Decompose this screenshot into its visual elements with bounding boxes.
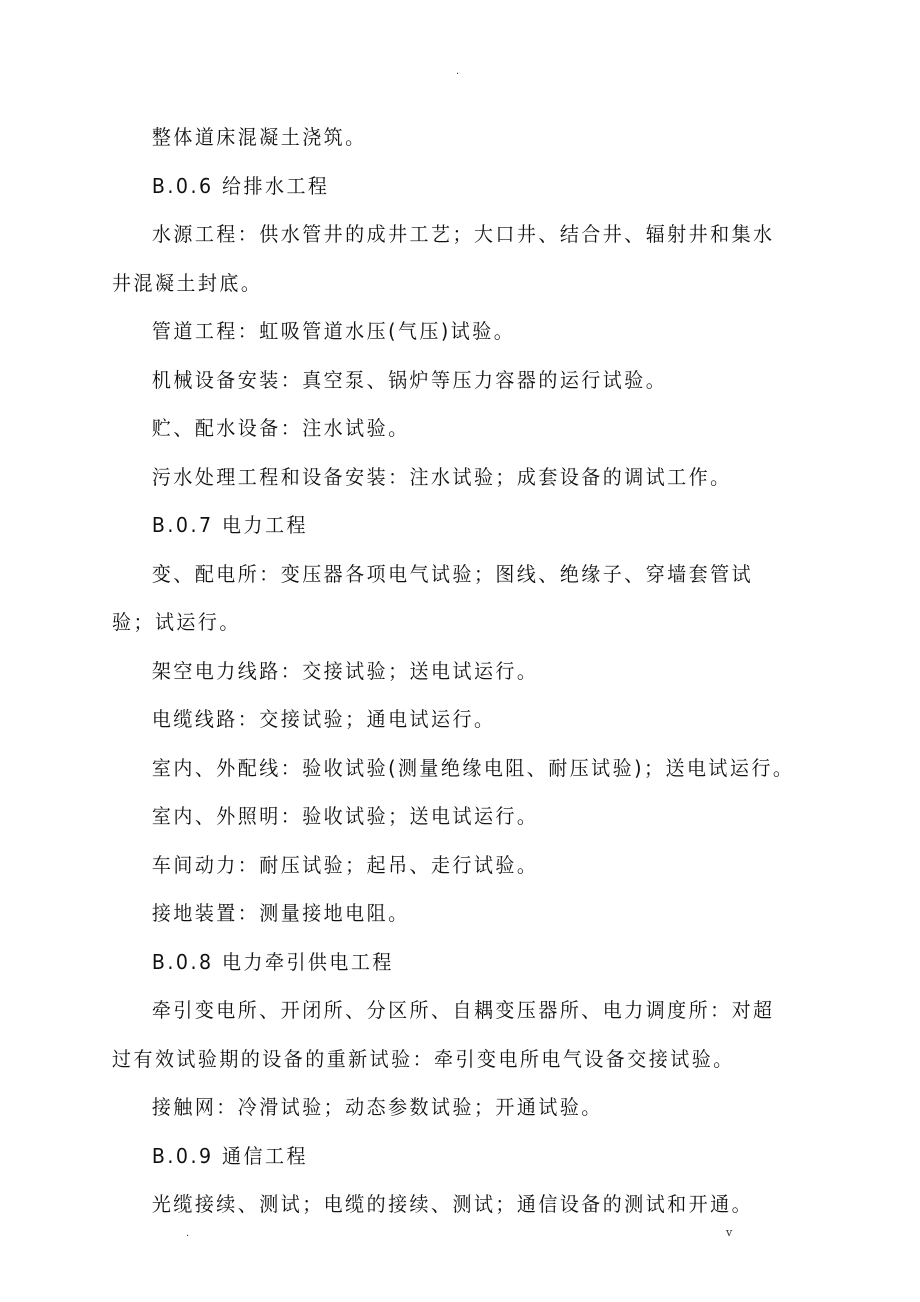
footer-right-mark: v [726,1226,733,1239]
section-heading-b07: B.0.7 电力工程 [151,513,308,537]
section-heading-b06: B.0.6 给排水工程 [151,173,330,198]
footer-left-mark: . [186,1228,190,1239]
paragraph: 牵引变电所、开闭所、分区所、自耦变压器所、电力调度所：对超过有效试验期的设备的重新试验：牵引变电所电气设备交接试验。 [112,998,775,1071]
header-mark: . [456,66,460,77]
paragraph: 架空电力线路：交接试验；送电试运行。 [151,658,539,683]
paragraph: 光缆接续、测试；电缆的接续、测试；通信设备的测试和开通。 [151,1192,754,1216]
paragraph: 接触网：冷滑试验；动态参数试验；开通试验。 [151,1095,603,1119]
paragraph: 贮、配水设备：注水试验。 [151,416,410,440]
paragraph: 变、配电所：变压器各项电气试验；图线、绝缘子、穿墙套管试验；试运行。 [112,561,754,634]
paragraph: 电缆线路：交接试验；通电试运行。 [151,707,496,731]
paragraph: 污水处理工程和设备安装：注水试验；成套设备的调试工作。 [151,464,732,489]
paragraph: 水源工程：供水管井的成井工艺；大口井、结合井、辐射井和集水井混凝土封底。 [112,222,775,295]
section-heading-b08: B.0.8 电力牵引供电工程 [151,949,394,974]
paragraph: 整体道床混凝土浇筑。 [151,125,367,149]
document-body [112,113,812,1229]
paragraph: 室内、外照明：验收试验；送电试运行。 [151,804,539,828]
paragraph: 室内、外配线：验收试验(测量绝缘电阻、耐压试验)；送电试运行。 [151,755,795,780]
section-heading-b09: B.0.9 通信工程 [151,1143,308,1168]
paragraph: 管道工程：虹吸管道水压(气压)试验。 [151,319,516,343]
paragraph: 接地装置：测量接地电阻。 [151,901,410,925]
paragraph: 机械设备安装：真空泵、锅炉等压力容器的运行试验。 [151,367,668,392]
paragraph: 车间动力：耐压试验；起吊、走行试验。 [151,852,539,877]
